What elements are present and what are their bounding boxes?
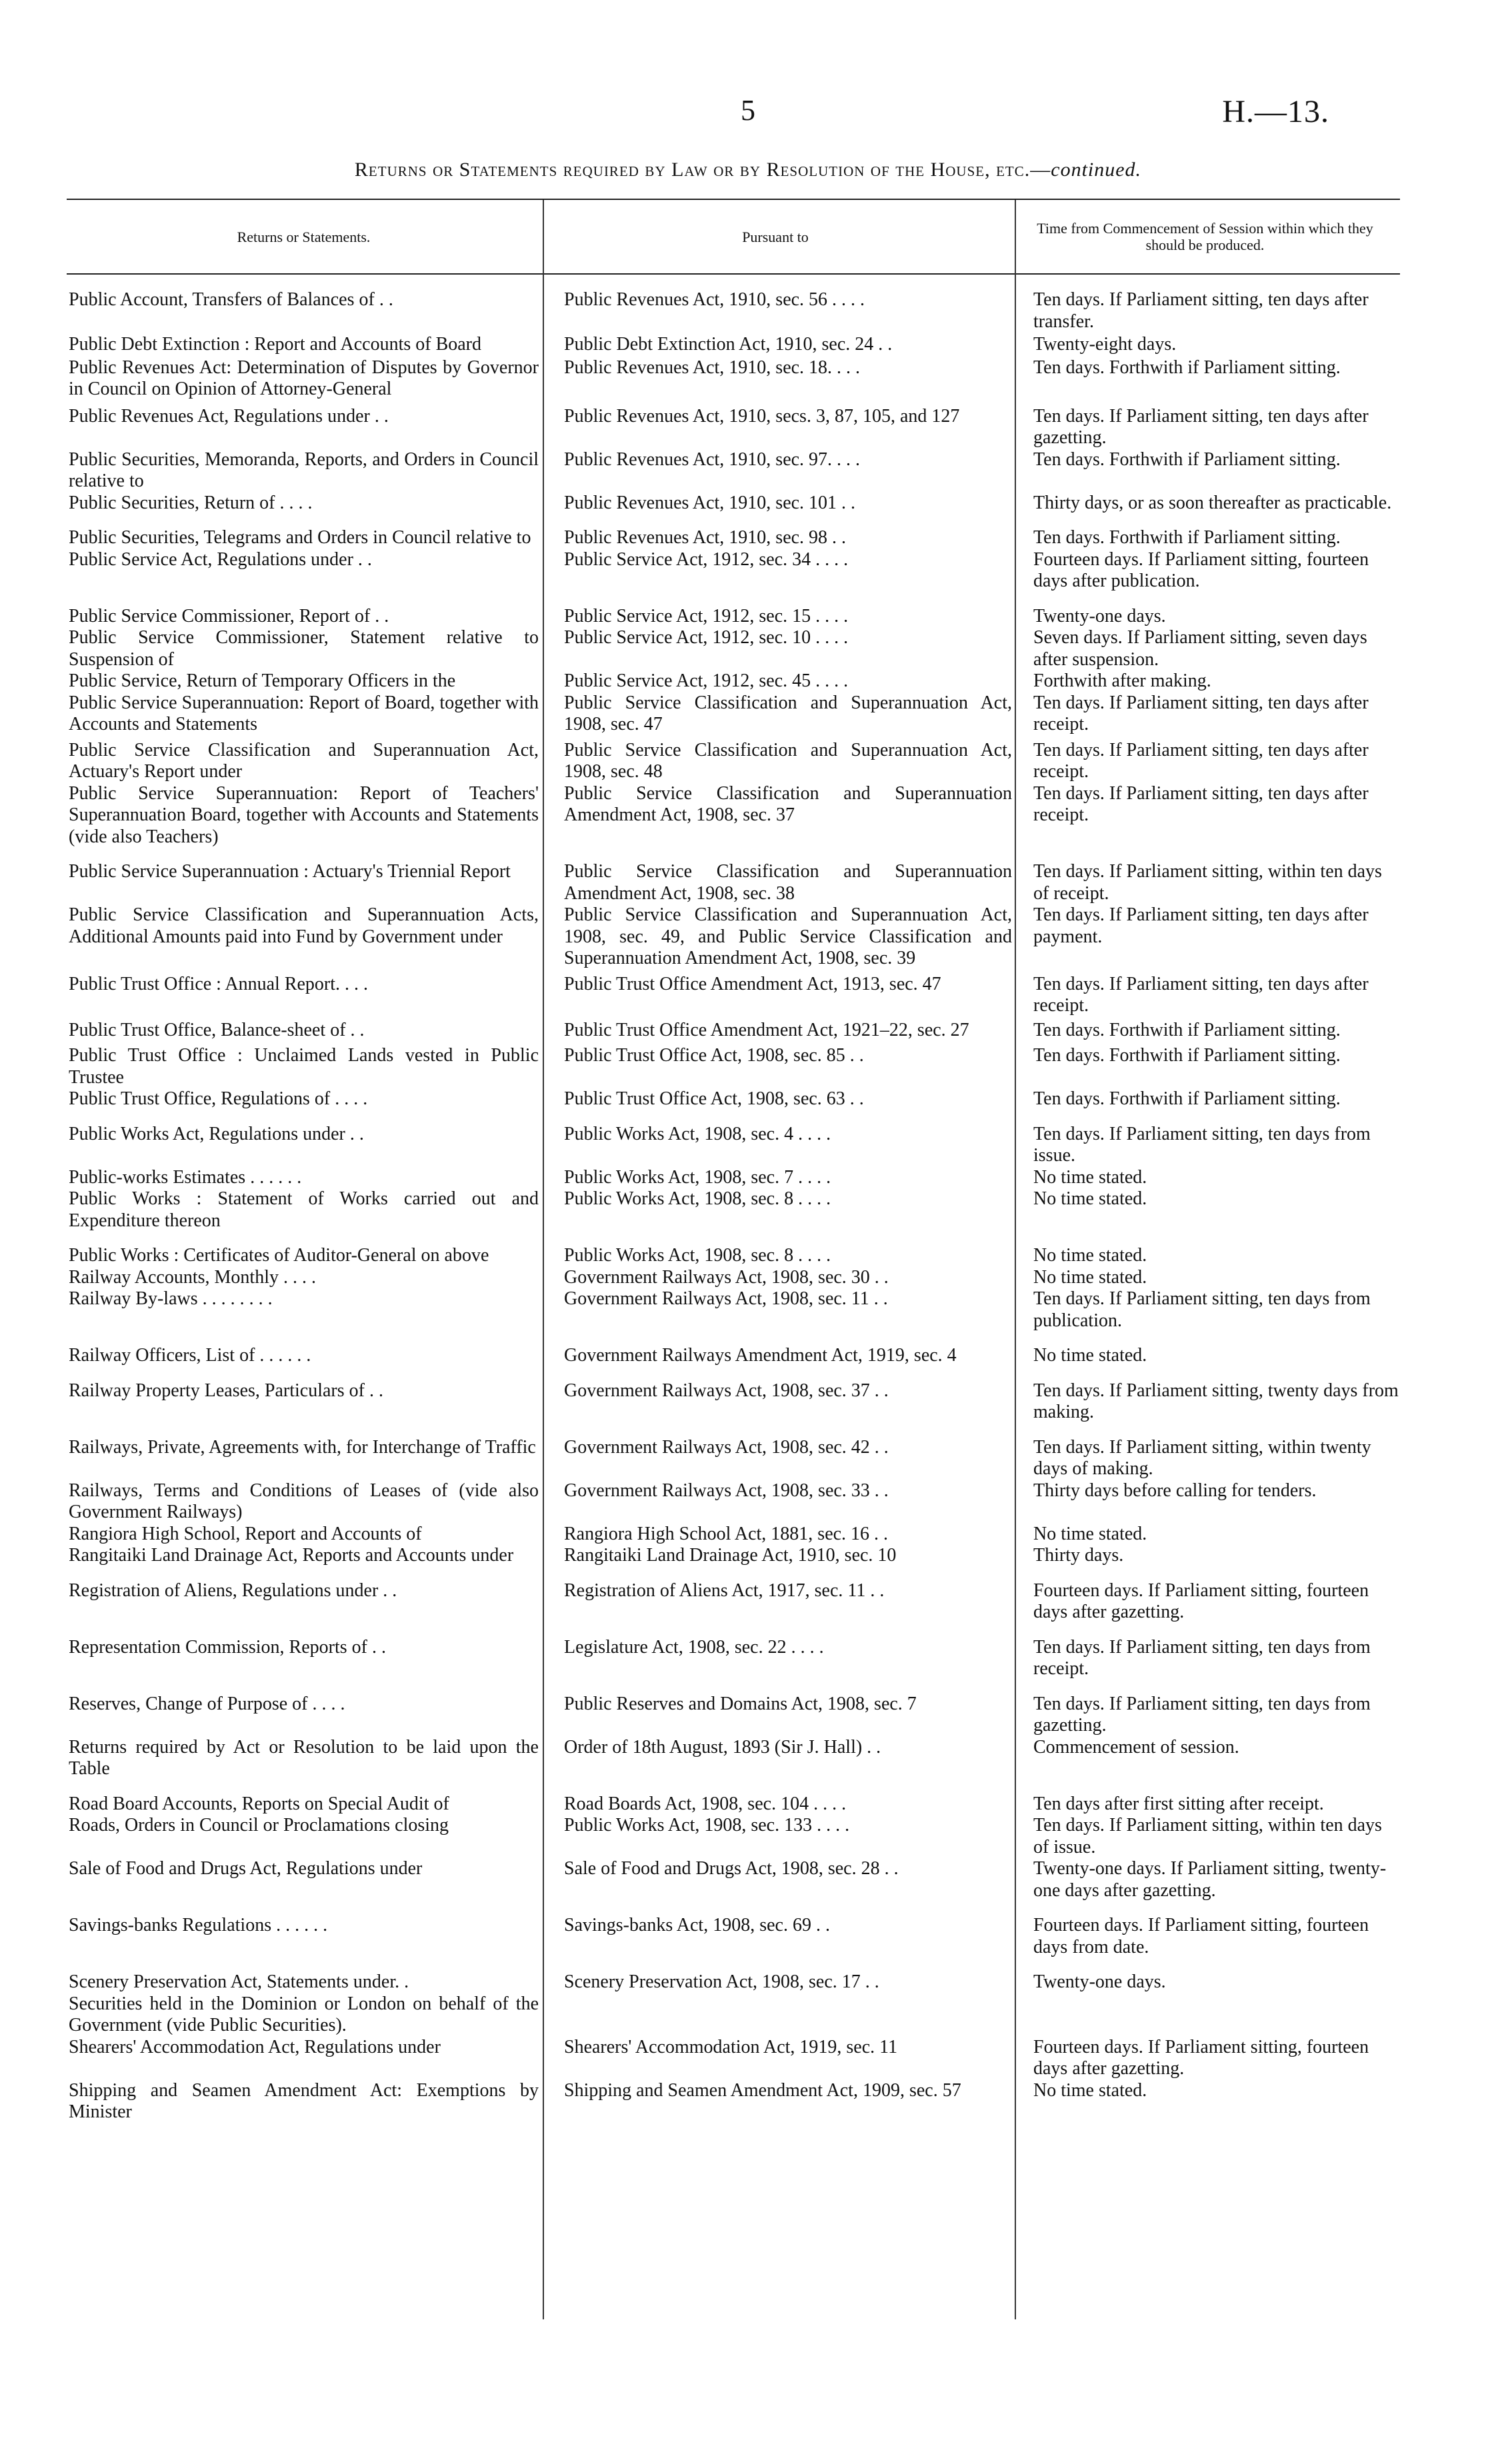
time-cell: Thirty days before calling for tenders. [1033, 1480, 1317, 1501]
time-cell: Ten days. If Parliament sitting, within ten days of issue. [1033, 1815, 1382, 1857]
time-cell: Thirty days, or as soon thereafter as practicable. [1033, 492, 1392, 513]
return-cell: Public Works : Statement of Works carried out and Expenditure thereon [69, 1188, 539, 1231]
table-row [69, 670, 1400, 692]
return-cell: Public Debt Extinction : Report and Accounts of Board [69, 334, 482, 355]
return-cell: Savings-banks Regulations . . . . . . [69, 1915, 328, 1935]
return-cell: Sale of Food and Drugs Act, Regulations under [69, 1858, 423, 1879]
pursuant-cell [551, 1993, 1020, 2037]
return-cell: Securities held in the Dominion or London on behalf of the Government (vide Public Securities). [69, 1993, 539, 2035]
pursuant-cell: Public Service Classification and Superannuation Amendment Act, 1908, sec. 38 [564, 861, 1012, 904]
time-cell: Seven days. If Parliament sitting, seven days after suspension. [1033, 627, 1367, 670]
column-header-time: Time from Commencement of Session within which they should be produced. [1037, 220, 1373, 253]
table-row [69, 1088, 1400, 1110]
header-top-rule [67, 199, 1400, 200]
pursuant-cell: Registration of Aliens Act, 1917, sec. 11 . . [564, 1580, 885, 1601]
time-cell: Forthwith after making. [1033, 670, 1211, 691]
table-row [69, 904, 1400, 970]
return-cell: Public Trust Office, Balance-sheet of . . [69, 1019, 365, 1040]
table-row [69, 1993, 1400, 2037]
pursuant-cell: Public Revenues Act, 1910, sec. 97. . . . [564, 449, 861, 470]
table-row [69, 1380, 1400, 1424]
table-row [69, 606, 1400, 628]
time-cell: Ten days. Forthwith if Parliament sitting. [1033, 357, 1341, 378]
time-cell: Ten days. If Parliament sitting, ten days from issue. [1033, 1123, 1371, 1166]
return-cell: Railway By-laws . . . . . . . . [69, 1288, 273, 1309]
table-row [69, 1580, 1400, 1624]
table-row [69, 1694, 1400, 1737]
return-cell: Public Service Classification and Superannuation Acts, Additional Amounts paid into Fund by Government under [69, 904, 539, 947]
return-cell: Public Service Act, Regulations under . . [69, 549, 372, 570]
time-cell: Ten days. Forthwith if Parliament sitting. [1033, 1045, 1341, 1066]
pursuant-cell: Public Service Classification and Superannuation Amendment Act, 1908, sec. 37 [564, 782, 1012, 825]
return-cell: Road Board Accounts, Reports on Special Audit of [69, 1793, 449, 1814]
table-row [69, 527, 1400, 549]
pursuant-cell: Public Service Classification and Superannuation Act, 1908, sec. 47 [564, 692, 1012, 734]
time-cell: Ten days. If Parliament sitting, ten days after transfer. [1033, 289, 1369, 332]
time-cell: No time stated. [1033, 1166, 1147, 1188]
return-cell: Returns required by Act or Resolution to be laid upon the Table [69, 1736, 539, 1779]
time-cell: Ten days after first sitting after receipt. [1033, 1793, 1324, 1814]
time-cell: No time stated. [1033, 1523, 1147, 1544]
pursuant-cell: Scenery Preservation Act, 1908, sec. 17 . . [564, 1971, 879, 1992]
pursuant-cell: Public Trust Office Amendment Act, 1921–22, sec. 27 [564, 1019, 969, 1040]
pursuant-cell: Legislature Act, 1908, sec. 22 . . . . [564, 1636, 824, 1658]
time-cell: No time stated. [1033, 1266, 1147, 1288]
pursuant-cell: Road Boards Act, 1908, sec. 104 . . . . [564, 1793, 847, 1814]
pursuant-cell: Public Works Act, 1908, sec. 8 . . . . [564, 1245, 831, 1266]
pursuant-cell: Sale of Food and Drugs Act, 1908, sec. 28 . . [564, 1858, 899, 1879]
time-cell: Ten days. If Parliament sitting, within twenty days of making. [1033, 1436, 1371, 1479]
time-cell: Ten days. If Parliament sitting, twenty days from making. [1033, 1380, 1399, 1422]
time-cell: Ten days. If Parliament sitting, ten days after receipt. [1033, 973, 1369, 1016]
return-cell: Railway Accounts, Monthly . . . . [69, 1266, 316, 1288]
pursuant-cell: Public Revenues Act, 1910, sec. 98 . . [564, 527, 847, 548]
return-cell: Scenery Preservation Act, Statements under. . [69, 1971, 409, 1992]
pursuant-cell: Shipping and Seamen Amendment Act, 1909, sec. 57 [564, 2079, 961, 2101]
pursuant-cell: Rangitaiki Land Drainage Act, 1910, sec. 10 [564, 1545, 897, 1566]
column-header-pursuant: Pursuant to [742, 228, 809, 245]
pursuant-cell: Public Revenues Act, 1910, sec. 101 . . [564, 492, 856, 513]
return-cell: Public Service Superannuation : Actuary's Triennial Report [69, 861, 511, 882]
header-bottom-rule [67, 273, 1400, 275]
table-row [69, 1480, 1400, 1524]
return-cell: Public Service, Return of Temporary Officers in the [69, 670, 456, 691]
pursuant-cell: Public Works Act, 1908, sec. 8 . . . . [564, 1188, 831, 1209]
return-cell: Shipping and Seamen Amendment Act: Exemptions by Minister [69, 2079, 539, 2122]
pursuant-cell: Order of 18th August, 1893 (Sir J. Hall) . . [564, 1736, 881, 1758]
return-cell: Roads, Orders in Council or Proclamations closing [69, 1815, 449, 1836]
time-cell: Twenty-one days. [1033, 605, 1166, 626]
time-cell: Ten days. If Parliament sitting, ten days from receipt. [1033, 1636, 1371, 1679]
table-row [69, 549, 1400, 593]
return-cell: Public Service Superannuation: Report of Teachers' Superannuation Board, together with Accounts and Statements (vide also Teachers) [69, 782, 539, 847]
time-cell: Ten days. If Parliament sitting, ten days from publication. [1033, 1288, 1371, 1331]
table-row [69, 1524, 1400, 1546]
table-row [69, 692, 1400, 736]
pursuant-cell: Public Service Classification and Superannuation Act, 1908, sec. 48 [564, 739, 1012, 782]
return-cell: Public Service Commissioner, Report of . . [69, 605, 389, 626]
page-heading [0, 159, 1496, 181]
pursuant-cell: Public Service Act, 1912, sec. 10 . . . . [564, 627, 849, 648]
table-row [69, 1167, 1400, 1189]
return-cell: Public Securities, Telegrams and Orders in Council relative to [69, 527, 531, 548]
pursuant-cell: Government Railways Act, 1908, sec. 37 . . [564, 1380, 889, 1401]
table-row [69, 1020, 1400, 1042]
return-cell: Public Service Commissioner, Statement relative to Suspension of [69, 627, 539, 670]
table-row [69, 1971, 1400, 1993]
table-row [69, 1737, 1400, 1780]
return-cell: Public Trust Office : Annual Report. . . . [69, 973, 369, 994]
table-row [69, 1124, 1400, 1167]
return-cell: Shearers' Accommodation Act, Regulations under [69, 2036, 441, 2057]
time-cell: Ten days. Forthwith if Parliament sitting. [1033, 449, 1341, 470]
time-cell: Twenty-one days. If Parliament sitting, twenty-one days after gazetting. [1033, 1858, 1387, 1901]
time-cell: Ten days. If Parliament sitting, ten days after receipt. [1033, 739, 1369, 782]
pursuant-cell: Public Trust Office Amendment Act, 1913, sec. 47 [564, 973, 941, 994]
return-cell: Public Account, Transfers of Balances of . . [69, 289, 393, 310]
return-cell: Representation Commission, Reports of . . [69, 1636, 386, 1658]
table-row [69, 449, 1400, 493]
time-cell [1020, 1993, 1400, 2037]
pursuant-cell: Public Works Act, 1908, sec. 4 . . . . [564, 1123, 831, 1144]
return-cell: Railways, Private, Agreements with, for Interchange of Traffic [69, 1436, 536, 1458]
return-cell: Public Securities, Return of . . . . [69, 492, 313, 513]
return-cell: Reserves, Change of Purpose of . . . . [69, 1693, 345, 1714]
return-cell: Railways, Terms and Conditions of Leases of (vide also Government Railways) [69, 1480, 539, 1522]
return-cell: Public Works : Certificates of Auditor-General on above [69, 1245, 489, 1266]
table-row [69, 783, 1400, 848]
table-row [69, 1915, 1400, 1958]
pursuant-cell: Public Trust Office Act, 1908, sec. 85 . . [564, 1045, 864, 1066]
table-row [69, 1045, 1400, 1088]
pursuant-cell: Public Service Act, 1912, sec. 15 . . . . [564, 605, 849, 626]
pursuant-cell: Public Works Act, 1908, sec. 7 . . . . [564, 1166, 831, 1188]
time-cell: Ten days. If Parliament sitting, ten days after receipt. [1033, 692, 1369, 734]
table-row [69, 334, 1400, 356]
table-row [69, 1545, 1400, 1567]
pursuant-cell: Government Railways Amendment Act, 1919, sec. 4 [564, 1345, 957, 1366]
table-row [69, 493, 1400, 515]
pursuant-cell: Government Railways Act, 1908, sec. 30 . . [564, 1266, 889, 1288]
time-cell: Ten days. If Parliament sitting, ten days after gazetting. [1033, 405, 1369, 448]
pursuant-cell: Public Revenues Act, 1910, sec. 56 . . . . [564, 289, 865, 310]
time-cell: Commencement of session. [1033, 1736, 1239, 1758]
pursuant-cell: Public Debt Extinction Act, 1910, sec. 24 . . [564, 334, 893, 355]
return-cell: Public Revenues Act: Determination of Disputes by Governor in Council on Opinion of Attorney-General [69, 357, 539, 399]
page-number: 5 [741, 94, 755, 127]
time-cell: Fourteen days. If Parliament sitting, fourteen days after publication. [1033, 549, 1369, 591]
pursuant-cell: Savings-banks Act, 1908, sec. 69 . . [564, 1915, 830, 1935]
pursuant-cell: Public Reserves and Domains Act, 1908, sec. 7 [564, 1693, 917, 1714]
return-cell: Public Trust Office : Unclaimed Lands vested in Public Trustee [69, 1045, 539, 1088]
return-cell: Registration of Aliens, Regulations under . . [69, 1580, 397, 1601]
table-row [69, 406, 1400, 449]
pursuant-cell: Rangiora High School Act, 1881, sec. 16 . . [564, 1523, 889, 1544]
time-cell: Ten days. If Parliament sitting, within ten days of receipt. [1033, 861, 1382, 904]
table-row [69, 1288, 1400, 1332]
table-row [69, 1858, 1400, 1901]
pursuant-cell: Public Service Act, 1912, sec. 45 . . . . [564, 670, 849, 691]
return-cell: Public Revenues Act, Regulations under . . [69, 405, 389, 427]
time-cell: Fourteen days. If Parliament sitting, fourteen days from date. [1033, 1915, 1369, 1957]
return-cell: Rangiora High School, Report and Accounts of [69, 1523, 422, 1544]
table-row [69, 1815, 1400, 1858]
return-cell: Public Service Superannuation: Report of Board, together with Accounts and Statements [69, 692, 539, 734]
return-cell: Rangitaiki Land Drainage Act, Reports and Accounts under [69, 1545, 514, 1566]
returns-table [69, 289, 1400, 2123]
table-row [69, 2037, 1400, 2080]
table-row [69, 1345, 1400, 1367]
document-reference: H.—13. [1222, 94, 1329, 129]
return-cell: Public-works Estimates . . . . . . [69, 1166, 302, 1188]
pursuant-cell: Public Service Act, 1912, sec. 34 . . . . [564, 549, 849, 570]
heading-title: Returns or Statements required by Law or by Resolution of the House, etc.— [354, 159, 1051, 181]
pursuant-cell: Government Railways Act, 1908, sec. 33 . . [564, 1480, 889, 1501]
table-row [69, 1794, 1400, 1816]
time-cell: No time stated. [1033, 1345, 1147, 1366]
return-cell: Railway Officers, List of . . . . . . [69, 1345, 311, 1366]
pursuant-cell: Government Railways Act, 1908, sec. 11 . . [564, 1288, 888, 1309]
table-row [69, 1245, 1400, 1267]
return-cell: Public Securities, Memoranda, Reports, and Orders in Council relative to [69, 449, 539, 491]
pursuant-cell: Government Railways Act, 1908, sec. 42 . . [564, 1436, 889, 1458]
time-cell: Twenty-eight days. [1033, 334, 1177, 355]
pursuant-cell: Public Trust Office Act, 1908, sec. 63 . . [564, 1088, 864, 1109]
table-row [69, 357, 1400, 401]
pursuant-cell: Public Revenues Act, 1910, secs. 3, 87, 105, and 127 [564, 405, 960, 427]
table-row [69, 974, 1400, 1017]
time-cell: Ten days. Forthwith if Parliament sitting. [1033, 527, 1341, 548]
table-row [69, 1188, 1400, 1232]
time-cell: Ten days. Forthwith if Parliament sitting. [1033, 1088, 1341, 1109]
table-row [69, 740, 1400, 783]
time-cell: Twenty-one days. [1033, 1971, 1166, 1992]
time-cell: No time stated. [1033, 2079, 1147, 2101]
table-row [69, 1637, 1400, 1680]
time-cell: Fourteen days. If Parliament sitting, fourteen days after gazetting. [1033, 1580, 1369, 1622]
pursuant-cell: Public Works Act, 1908, sec. 133 . . . . [564, 1815, 850, 1836]
return-cell: Public Trust Office, Regulations of . . . . [69, 1088, 368, 1109]
time-cell: Ten days. If Parliament sitting, ten days after receipt. [1033, 782, 1369, 825]
heading-continued: continued. [1051, 159, 1142, 181]
column-header-returns: Returns or Statements. [237, 228, 371, 245]
table-row [69, 1267, 1400, 1289]
time-cell: Ten days. Forthwith if Parliament sitting. [1033, 1019, 1341, 1040]
time-cell: Ten days. If Parliament sitting, ten days after payment. [1033, 904, 1369, 947]
pursuant-cell: Shearers' Accommodation Act, 1919, sec. 11 [564, 2036, 898, 2057]
time-cell: Ten days. If Parliament sitting, ten days from gazetting. [1033, 1693, 1371, 1736]
pursuant-cell: Public Revenues Act, 1910, sec. 18. . . . [564, 357, 861, 378]
time-cell: No time stated. [1033, 1188, 1147, 1209]
time-cell: Thirty days. [1033, 1545, 1124, 1566]
table-row [69, 861, 1400, 904]
table-row [69, 289, 1400, 333]
table-row [69, 1437, 1400, 1480]
return-cell: Railway Property Leases, Particulars of . . [69, 1380, 383, 1401]
table-row [69, 627, 1400, 670]
time-cell: Fourteen days. If Parliament sitting, fourteen days after gazetting. [1033, 2036, 1369, 2079]
table-row [69, 2080, 1400, 2123]
return-cell: Public Works Act, Regulations under . . [69, 1123, 364, 1144]
time-cell: No time stated. [1033, 1245, 1147, 1266]
pursuant-cell: Public Service Classification and Superannuation Act, 1908, sec. 49, and Public Service Classification and Superannuation Amendment Act, 1908, sec. 39 [564, 904, 1012, 968]
return-cell: Public Service Classification and Superannuation Act, Actuary's Report under [69, 739, 539, 782]
